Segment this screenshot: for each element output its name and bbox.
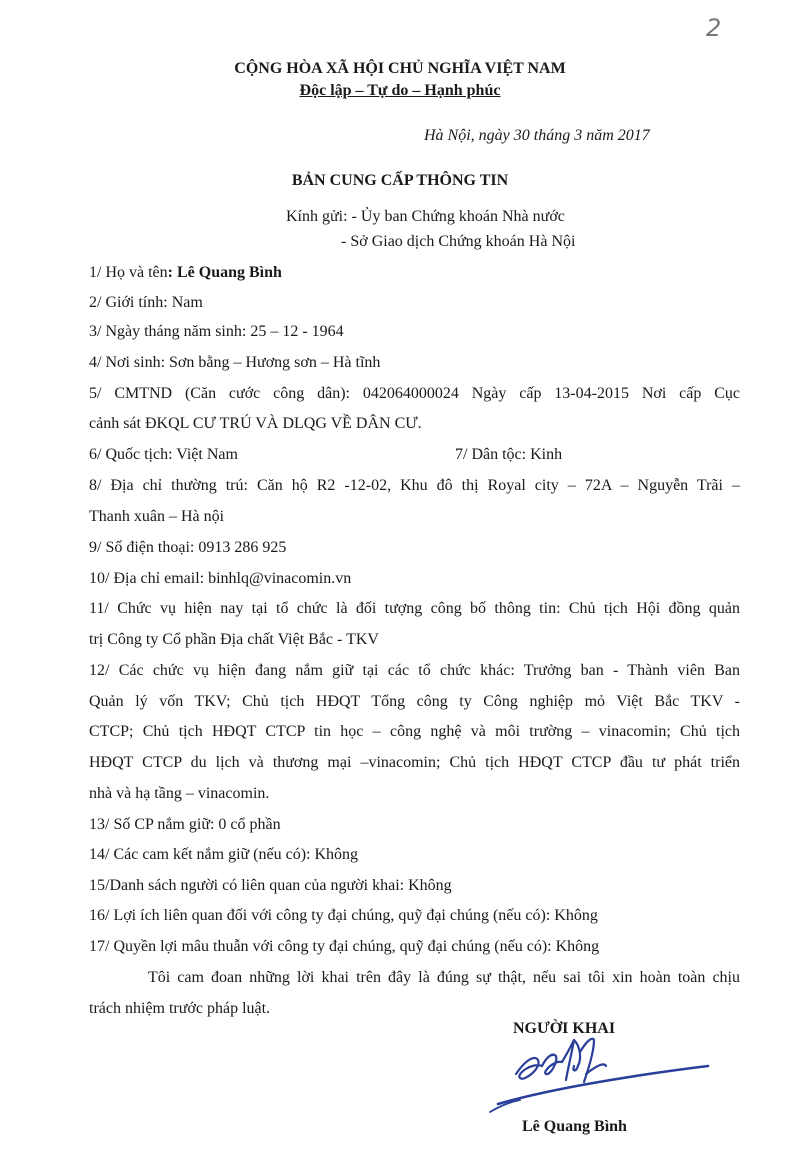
item-12-line-4: HĐQT CTCP du lịch và thương mại –vinacomin; Chủ tịch HĐQT CTCP đầu tư phát triển [89, 754, 740, 771]
item-14: 14/ Các cam kết nắm giữ (nếu có): Không [89, 846, 359, 863]
item-1-value: : Lê Quang Bình [167, 264, 282, 281]
item-5-line-2: cảnh sát ĐKQL CƯ TRÚ VÀ DLQG VỀ DÂN CƯ. [89, 415, 422, 432]
date-line: Hà Nội, ngày 30 tháng 3 năm 2017 [424, 127, 650, 144]
item-1-label: 1/ Họ và tên [89, 264, 168, 281]
item-1 [89, 264, 740, 282]
item-3: 3/ Ngày tháng năm sinh: 25 – 12 - 1964 [89, 323, 344, 340]
item-12-line-5: nhà và hạ tầng – vinacomin. [89, 785, 270, 802]
item-5-line-1: 5/ CMTND (Căn cước công dân): 042064000024 Ngày cấp 13-04-2015 Nơi cấp Cục [89, 385, 740, 402]
item-15: 15/Danh sách người có liên quan của người khai: Không [89, 877, 452, 894]
recipients-label: Kính gửi: [286, 208, 348, 225]
item-4: 4/ Nơi sinh: Sơn bằng – Hương sơn – Hà tĩnh [89, 354, 381, 371]
item-16: 16/ Lợi ích liên quan đối với công ty đại chúng, quỹ đại chúng (nếu có): Không [89, 907, 598, 924]
recipients [286, 208, 565, 226]
item-10: 10/ Địa chỉ email: binhlq@vinacomin.vn [89, 570, 352, 587]
item-12-line-1: 12/ Các chức vụ hiện đang nắm giữ tại các tổ chức khác: Trưởng ban - Thành viên Ban [89, 662, 740, 679]
item-6: 6/ Quốc tịch: Việt Nam [89, 446, 238, 463]
item-7: 7/ Dân tộc: Kinh [455, 446, 563, 463]
item-8-line-2: Thanh xuân – Hà nội [89, 508, 225, 525]
item-17: 17/ Quyền lợi mâu thuẫn với công ty đại chúng, quỹ đại chúng (nếu có): Không [89, 938, 600, 955]
corner-page-mark: 2 [706, 14, 722, 42]
item-8-line-1: 8/ Địa chỉ thường trú: Căn hộ R2 -12-02, Khu đô thị Royal city – 72A – Nguyễn Trãi – [89, 477, 740, 494]
item-2: 2/ Giới tính: Nam [89, 294, 203, 311]
signer-name: Lê Quang Bình [522, 1118, 627, 1135]
item-12-line-3: CTCP; Chủ tịch HĐQT CTCP tin học – công nghệ và môi trường – vinacomin; Chủ tịch [89, 723, 740, 740]
motto: Độc lập – Tự do – Hạnh phúc [299, 82, 501, 99]
recipient-1: - Ủy ban Chứng khoán Nhà nước [351, 208, 565, 225]
declaration-line-2: trách nhiệm trước pháp luật. [89, 1000, 271, 1017]
item-11-line-1: 11/ Chức vụ hiện nay tại tổ chức là đối tượng công bố thông tin: Chủ tịch Hội đồng quản [89, 600, 740, 617]
document-title: BẢN CUNG CẤP THÔNG TIN [291, 172, 509, 189]
country-header: CỘNG HÒA XÃ HỘI CHỦ NGHĨA VIỆT NAM [234, 60, 566, 77]
item-12-line-2: Quản lý vốn TKV; Chủ tịch HĐQT Tổng công ty Công nghiệp mỏ Việt Bắc TKV - [89, 693, 740, 710]
item-9: 9/ Số điện thoại: 0913 286 925 [89, 539, 287, 556]
signer-heading: NGƯỜI KHAI [513, 1020, 616, 1037]
recipient-2: - Sở Giao dịch Chứng khoán Hà Nội [341, 233, 576, 250]
handwritten-signature [476, 1022, 716, 1118]
item-11-line-2: trị Công ty Cổ phần Địa chất Việt Bắc - TKV [89, 631, 379, 648]
item-13: 13/ Số CP nắm giữ: 0 cổ phần [89, 816, 281, 833]
declaration-line-1: Tôi cam đoan những lời khai trên đây là đúng sự thật, nếu sai tôi xin hoàn toàn chịu [148, 969, 740, 986]
